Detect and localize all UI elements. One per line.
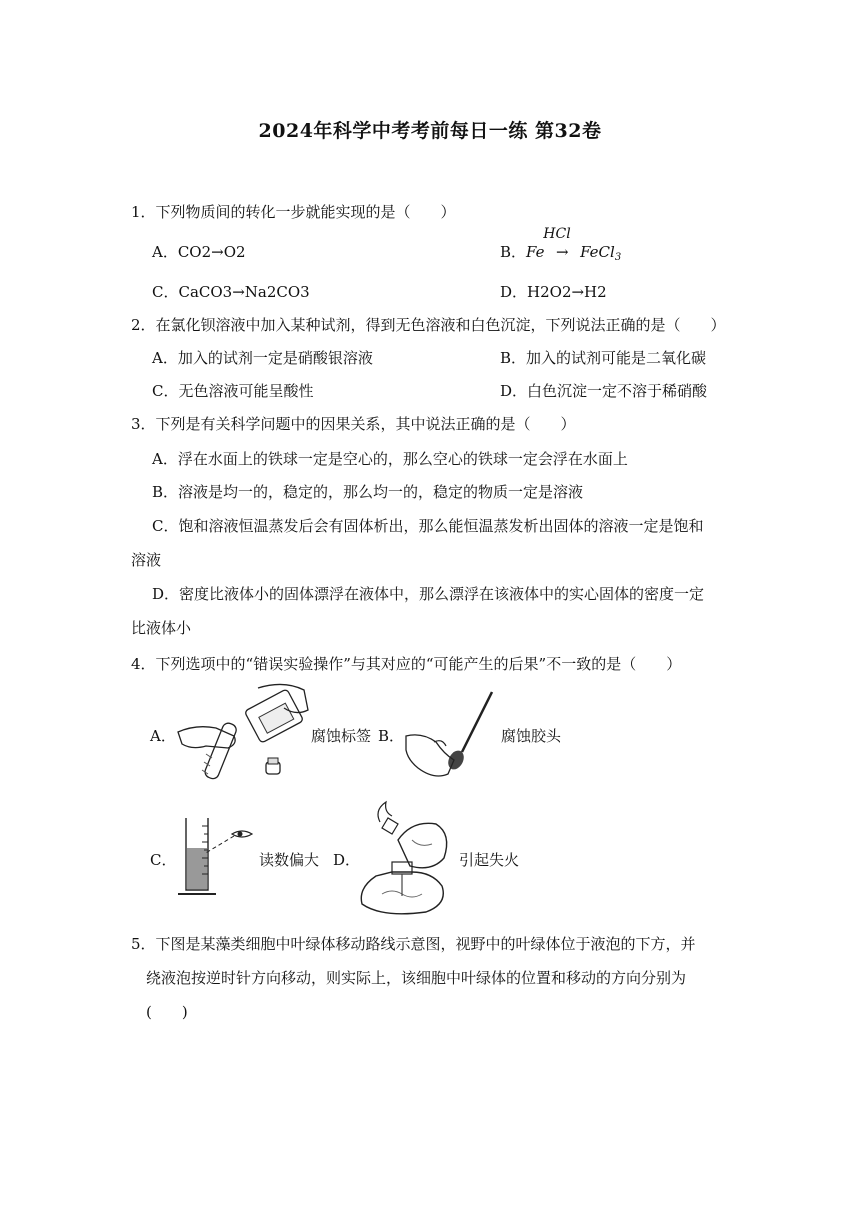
q3-option-c-line2: 溶液 bbox=[131, 551, 162, 569]
q4-option-b-label: B． bbox=[378, 727, 405, 745]
q4-option-c-result: 读数偏大 bbox=[259, 851, 320, 869]
q2-stem: 2．在氯化钡溶液中加入某种试剂，得到无色溶液和白色沉淀，下列说法正确的是（ ） bbox=[131, 316, 726, 334]
q1-option-b-arrow-group bbox=[543, 226, 575, 262]
q1-stem: 1．下列物质间的转化一步就能实现的是（ ） bbox=[131, 203, 456, 221]
page-title: 2024年科学中考考前每日一练 第32卷 bbox=[258, 120, 602, 142]
q3-option-a: A．浮在水面上的铁球一定是空心的，那么空心的铁球一定会浮在水面上 bbox=[152, 450, 628, 468]
q1-option-b-arrow: → bbox=[555, 243, 569, 261]
q4-figure-c bbox=[176, 814, 262, 898]
q3-stem: 3．下列是有关科学问题中的因果关系，其中说法正确的是（ ） bbox=[131, 415, 576, 433]
q4-option-b-result: 腐蚀胶头 bbox=[501, 727, 562, 745]
q3-option-d-line1: D．密度比液体小的固体漂浮在液体中，那么漂浮在该液体中的实心固体的密度一定 bbox=[152, 585, 705, 603]
q3-option-c-line1: C．饱和溶液恒温蒸发后会有固体析出，那么能恒温蒸发析出固体的溶液一定是饱和 bbox=[152, 517, 704, 535]
q1-option-d: D．H2O2→H2 bbox=[500, 283, 607, 301]
q1-option-b-label: B． bbox=[500, 243, 527, 261]
q5-line2: 绕液泡按逆时针方向移动，则实际上，该细胞中叶绿体的位置和移动的方向分别为 bbox=[146, 969, 687, 987]
q4-option-d-result: 引起失火 bbox=[459, 851, 520, 869]
q5-line1: 5．下图是某藻类细胞中叶绿体移动路线示意图，视野中的叶绿体位于液泡的下方，并 bbox=[131, 935, 696, 953]
q1-option-b bbox=[500, 226, 622, 268]
q4-option-d-label: D． bbox=[333, 851, 361, 869]
q1-option-c: C．CaCO3→Na2CO3 bbox=[152, 283, 310, 301]
q3-option-d-line2: 比液体小 bbox=[131, 619, 192, 637]
q1-option-b-product: FeCl bbox=[580, 243, 615, 261]
q2-option-b: B．加入的试剂可能是二氧化碳 bbox=[500, 349, 707, 367]
q1-option-b-reagent: HCl bbox=[543, 226, 571, 242]
q4-stem: 4．下列选项中的“错误实验操作”与其对应的“可能产生的后果”不一致的是（ ） bbox=[131, 655, 682, 673]
q4-figure-a bbox=[176, 684, 312, 784]
q3-option-b: B．溶液是均一的，稳定的，那么均一的，稳定的物质一定是溶液 bbox=[152, 483, 584, 501]
q4-option-c-label: C． bbox=[150, 851, 177, 869]
q5-answer-blank: ( ) bbox=[146, 1003, 188, 1021]
q4-option-a-result: 腐蚀标签 bbox=[311, 727, 372, 745]
q1-option-b-reactant: Fe bbox=[526, 243, 545, 261]
q4-option-a-label: A． bbox=[150, 727, 176, 745]
q2-option-c: C．无色溶液可能呈酸性 bbox=[152, 382, 314, 400]
q1-option-b-subscript: 3 bbox=[614, 252, 622, 263]
q1-option-a: A．CO2→O2 bbox=[152, 243, 246, 261]
q4-figure-d bbox=[352, 800, 460, 916]
q4-figure-b bbox=[404, 690, 494, 784]
q2-option-d: D．白色沉淀一定不溶于稀硝酸 bbox=[500, 382, 708, 400]
q2-option-a: A．加入的试剂一定是硝酸银溶液 bbox=[152, 349, 373, 367]
